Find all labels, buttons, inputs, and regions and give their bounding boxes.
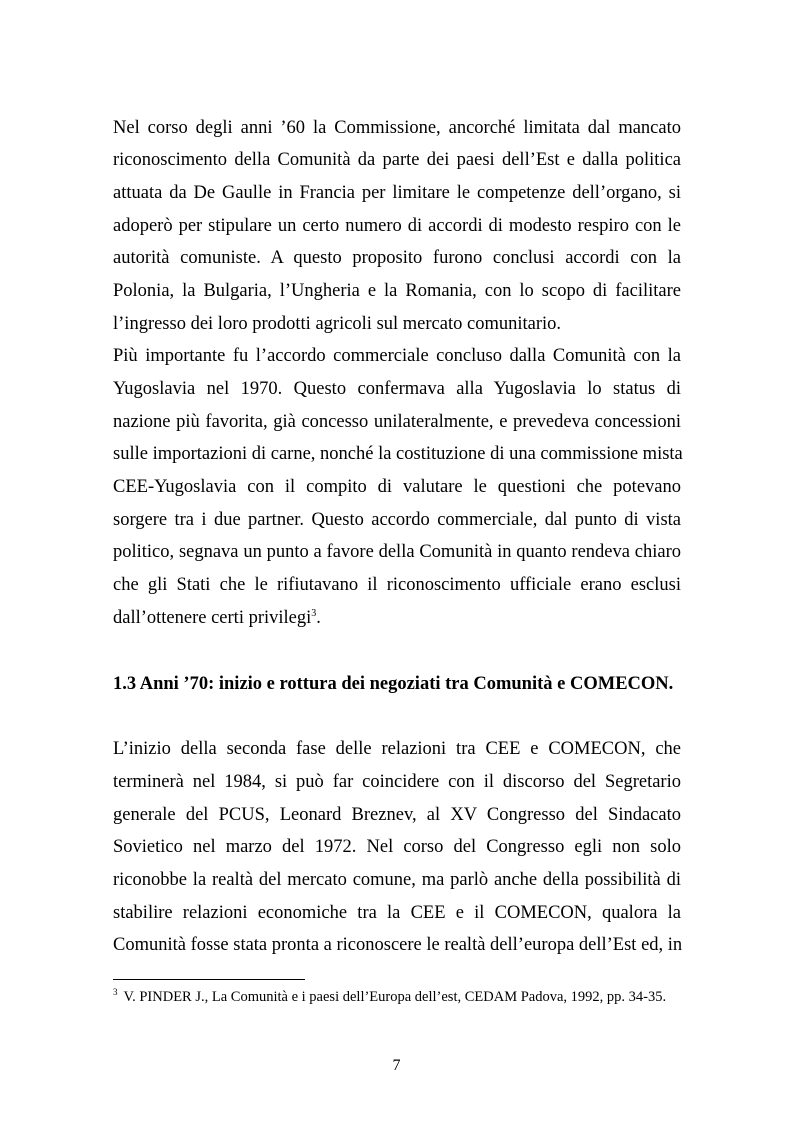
page-number: 7	[392, 1057, 401, 1074]
text-line: politico, segnava un punto a favore della Comunità in quanto rendeva chiaro	[113, 542, 681, 562]
text-line: nazione più favorita, già concesso unilateralmente, e prevedeva concessioni	[113, 412, 681, 432]
text-line: Polonia, la Bulgaria, l’Ungheria e la Romania, con lo scopo di facilitare	[113, 281, 681, 301]
footnote-text: V. PINDER J., La Comunità e i paesi dell’Europa dell’est, CEDAM Padova, 1992, pp. 34-35.	[123, 989, 667, 1005]
text-line: Yugoslavia nel 1970. Questo confermava alla Yugoslavia lo status di	[113, 379, 681, 399]
section-heading: 1.3 Anni ’70: inizio e rottura dei negoziati tra Comunità e COMECON.	[113, 674, 674, 694]
footnote-reference[interactable]: 3	[311, 607, 317, 619]
text-line-with-footnote	[113, 607, 681, 629]
text-line: adoperò per stipulare un certo numero di accordi di modesto respiro con le	[113, 216, 681, 236]
text-line: Sovietico nel marzo del 1972. Nel corso del Congresso egli non solo	[113, 837, 681, 857]
text-line: sulle importazioni di carne, nonché la costituzione di una commissione mista	[113, 444, 683, 464]
text-line: l’ingresso dei loro prodotti agricoli sul mercato comunitario.	[113, 314, 562, 334]
text-fragment: .	[316, 608, 321, 628]
text-line: sorgere tra i due partner. Questo accordo commerciale, dal punto di vista	[113, 510, 681, 530]
text-line: Comunità fosse stata pronta a riconoscere le realtà dell’europa dell’Est ed, in	[113, 935, 683, 955]
text-line: stabilire relazioni economiche tra la CEE e il COMECON, qualora la	[113, 903, 681, 923]
text-line: terminerà nel 1984, si può far coincidere con il discorso del Segretario	[113, 772, 681, 792]
text-line: Nel corso degli anni ’60 la Commissione, ancorché limitata dal mancato	[113, 118, 681, 138]
text-line: Più importante fu l’accordo commerciale concluso dalla Comunità con la	[113, 346, 681, 366]
text-line: generale del PCUS, Leonard Breznev, al XV Congresso del Sindacato	[113, 805, 681, 825]
text-line: L’inizio della seconda fase delle relazioni tra CEE e COMECON, che	[113, 739, 681, 759]
footnote-mark: 3	[113, 987, 118, 998]
text-line: riconobbe la realtà del mercato comune, ma parlò anche della possibilità di	[113, 870, 681, 890]
text-line: attuata da De Gaulle in Francia per limitare le competenze dell’organo, si	[113, 183, 681, 203]
text-line: riconoscimento della Comunità da parte dei paesi dell’Est e dalla politica	[113, 150, 681, 170]
text-fragment: dall’ottenere certi privilegi	[113, 608, 312, 628]
footnote	[113, 988, 713, 1006]
text-line: CEE-Yugoslavia con il compito di valutare le questioni che potevano	[113, 477, 681, 497]
text-line: autorità comuniste. A questo proposito furono conclusi accordi con la	[113, 248, 681, 268]
text-line: che gli Stati che le rifiutavano il riconoscimento ufficiale erano esclusi	[113, 575, 681, 595]
footnote-separator	[113, 979, 305, 980]
